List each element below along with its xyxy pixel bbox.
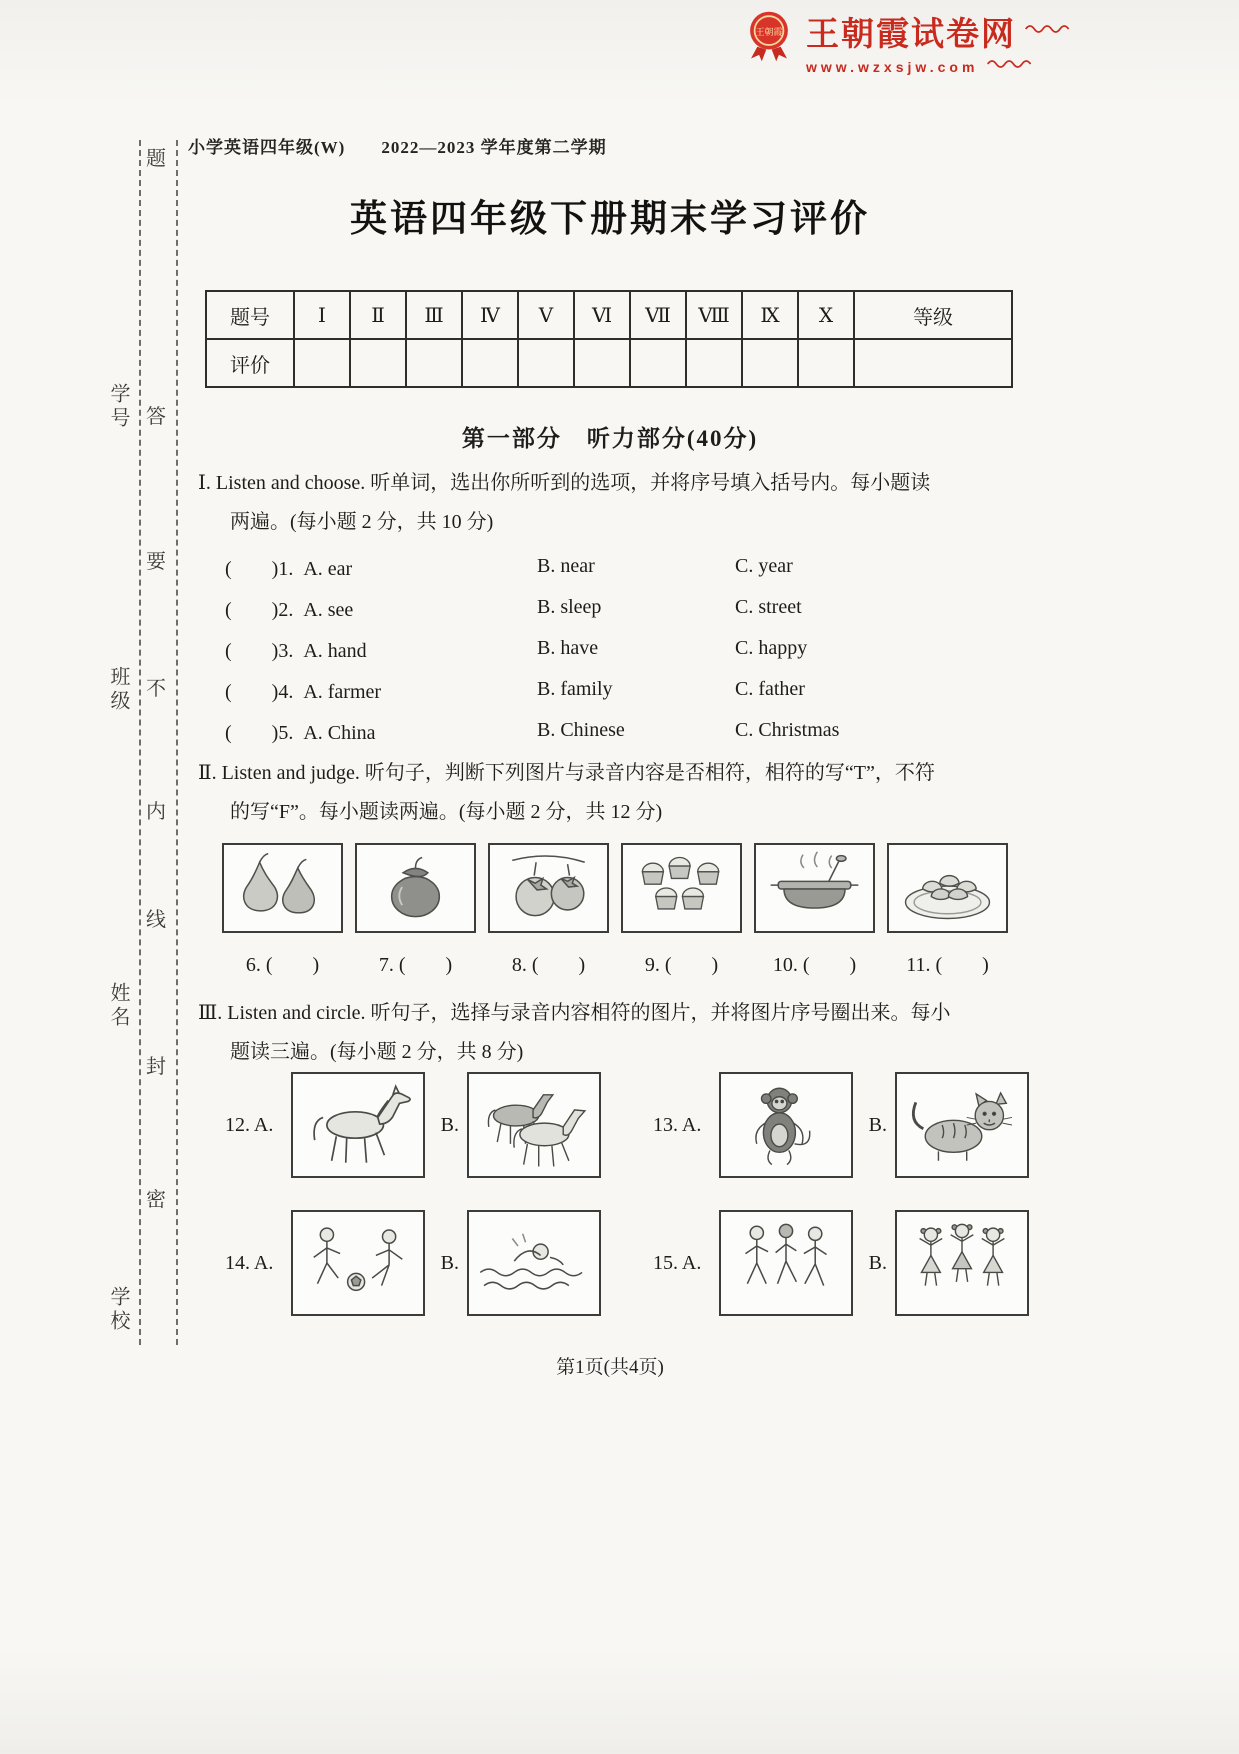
- option-b: B. have: [537, 637, 599, 659]
- bracket-number: ( )4.: [225, 681, 294, 703]
- score-empty-cell: [798, 339, 854, 387]
- section3-intro-line2: 题读三遍。(每小题 2 分，共 8 分): [230, 1041, 524, 1063]
- svg-text:王朝霞: 王朝霞: [755, 27, 783, 38]
- option-b-label: B.: [440, 1251, 459, 1274]
- brand-seal-icon: [742, 8, 796, 69]
- choice-row-5: [225, 710, 839, 751]
- option-b-label: B.: [440, 1113, 459, 1136]
- wave-lines-icon: [986, 57, 1034, 76]
- score-eval-label-cell: 评价: [206, 339, 294, 387]
- choice-row-4: [225, 669, 839, 710]
- answer-bracket-11: 11. ( ): [906, 954, 989, 976]
- bracket-number: ( )2.: [225, 599, 294, 621]
- option-a: A. hand: [303, 640, 367, 662]
- seal-phrase-char: 不: [146, 678, 168, 700]
- seal-phrase-char: 题: [146, 148, 168, 170]
- question-12-label: 12. A.: [225, 1113, 274, 1136]
- paper-title: 英语四年级下册期末学习评价: [350, 199, 870, 240]
- seal-dashed-line-right: [176, 140, 178, 1345]
- monkey-icon: [722, 1076, 850, 1174]
- score-header-cell: Ⅷ: [686, 291, 742, 339]
- score-header-cell: Ⅶ: [630, 291, 686, 339]
- score-header-cell: Ⅲ: [406, 291, 462, 339]
- tomatoes-icon: [491, 847, 606, 929]
- question-15-option-b-image: [895, 1210, 1029, 1316]
- score-empty-cell: [462, 339, 518, 387]
- dancing-girls-icon: [898, 1214, 1026, 1312]
- question-6-image: [222, 843, 343, 933]
- score-empty-cell: [406, 339, 462, 387]
- score-empty-cell: [574, 339, 630, 387]
- seal-phrase-char: 要: [146, 551, 168, 573]
- question-15-label: 15. A.: [653, 1251, 702, 1274]
- score-empty-cell: [630, 339, 686, 387]
- wave-lines-icon: [1024, 22, 1072, 41]
- option-c: C. year: [735, 555, 793, 577]
- seal-dashed-line-left: [139, 140, 141, 1345]
- option-c: C. father: [735, 678, 805, 700]
- soup-pot-icon: [757, 847, 872, 929]
- option-b: B. near: [537, 555, 595, 577]
- page-number: 第1页(共4页): [556, 1357, 664, 1378]
- choice-row-1: [225, 546, 839, 587]
- question-7-image: [355, 843, 476, 933]
- seal-phrase-char: 线: [146, 909, 168, 931]
- option-b: B. family: [537, 678, 613, 700]
- school-field-label: 学校: [107, 1286, 129, 1334]
- question-13-option-a-image: [719, 1072, 853, 1178]
- bracket-number: ( )1.: [225, 558, 294, 580]
- answer-bracket-8: 8. ( ): [511, 954, 586, 976]
- score-table: [205, 290, 1013, 388]
- section2-intro-line1: Ⅱ. Listen and judge. 听句子，判断下列图片与录音内容是否相符，相符的写“T”，不符: [198, 762, 935, 784]
- option-a: A. ear: [303, 558, 353, 580]
- seal-phrase-char: 内: [146, 801, 168, 823]
- score-empty-cell: [742, 339, 798, 387]
- listen-circle-row-2: [225, 1210, 1029, 1316]
- question-12-option-b-image: [467, 1072, 601, 1178]
- score-header-cell: 题号: [206, 291, 294, 339]
- question-15-option-a-image: [719, 1210, 853, 1316]
- section3-intro-line1: Ⅲ. Listen and circle. 听句子，选择与录音内容相符的图片，并将图片序号圈出来。每小: [198, 1002, 951, 1024]
- option-b-label: B.: [868, 1113, 887, 1136]
- question-8-image: [488, 843, 609, 933]
- option-b-label: B.: [868, 1251, 887, 1274]
- brand-name: 王朝霞试卷网: [806, 17, 1016, 53]
- score-header-cell: Ⅵ: [574, 291, 630, 339]
- eggplant-icon: [358, 847, 473, 929]
- football-kids-icon: [294, 1214, 422, 1312]
- option-a: A. see: [303, 599, 354, 621]
- listen-judge-images: [222, 843, 1008, 933]
- paper-meta-line: 小学英语四年级(W) 2022—2023 学年度第二学期: [188, 138, 607, 157]
- bracket-number: ( )5.: [225, 722, 294, 744]
- option-a: A. farmer: [303, 681, 382, 703]
- option-b: B. sleep: [537, 596, 602, 618]
- question-14-option-a-image: [291, 1210, 425, 1316]
- part1-heading: 第一部分 听力部分(40分): [461, 426, 759, 451]
- score-header-cell: 等级: [854, 291, 1012, 339]
- score-header-cell: Ⅰ: [294, 291, 350, 339]
- option-b: B. Chinese: [537, 719, 625, 741]
- name-field-label: 姓名: [107, 982, 129, 1030]
- option-c: C. happy: [735, 637, 808, 659]
- listen-choose-items: [225, 546, 839, 751]
- score-empty-cell: [350, 339, 406, 387]
- score-header-cell: Ⅴ: [518, 291, 574, 339]
- score-table-eval-row: [206, 339, 1012, 387]
- question-14-option-b-image: [467, 1210, 601, 1316]
- bracket-number: ( )3.: [225, 640, 294, 662]
- cat-icon: [898, 1076, 1026, 1174]
- choice-row-2: [225, 587, 839, 628]
- question-12-option-a-image: [291, 1072, 425, 1178]
- answer-bracket-10: 10. ( ): [772, 954, 857, 976]
- score-header-cell: Ⅳ: [462, 291, 518, 339]
- question-9-image: [621, 843, 742, 933]
- seal-phrase-char: 答: [146, 406, 168, 428]
- brand-url: www.wzxsjw.com: [806, 58, 979, 75]
- class-field-label: 班级: [107, 666, 129, 714]
- seal-phrase-char: 密: [146, 1189, 168, 1211]
- question-13-option-b-image: [895, 1072, 1029, 1178]
- student-number-field-label: 学号: [107, 383, 129, 431]
- section1-intro-line2: 两遍。(每小题 2 分，共 10 分): [230, 511, 494, 533]
- seal-phrase-char: 封: [146, 1056, 168, 1078]
- answer-bracket-7: 7. ( ): [378, 954, 453, 976]
- answer-bracket-9: 9. ( ): [644, 954, 719, 976]
- walking-people-icon: [722, 1214, 850, 1312]
- brand-logo: [742, 8, 1072, 76]
- pears-icon: [225, 847, 340, 929]
- answer-bracket-6: 6. ( ): [245, 954, 320, 976]
- score-header-cell: Ⅱ: [350, 291, 406, 339]
- dumplings-icon: [890, 847, 1005, 929]
- choice-row-3: [225, 628, 839, 669]
- question-10-image: [754, 843, 875, 933]
- score-empty-cell: [854, 339, 1012, 387]
- option-c: C. Christmas: [735, 719, 840, 741]
- horse-icon: [294, 1076, 422, 1174]
- listen-judge-answer-labels: [222, 948, 1008, 977]
- section2-intro-line2: 的写“F”。每小题读两遍。(每小题 2 分，共 12 分): [230, 801, 663, 823]
- score-table-header-row: [206, 291, 1012, 339]
- listen-circle-row-1: [225, 1072, 1029, 1178]
- question-14-label: 14. A.: [225, 1251, 274, 1274]
- section1-intro-line1: Ⅰ. Listen and choose. 听单词，选出你所听到的选项，并将序号填入括号内。每小题读: [198, 472, 931, 494]
- score-empty-cell: [294, 339, 350, 387]
- score-empty-cell: [518, 339, 574, 387]
- question-11-image: [887, 843, 1008, 933]
- score-header-cell: Ⅹ: [798, 291, 854, 339]
- horses-icon: [470, 1076, 598, 1174]
- cupcakes-icon: [624, 847, 739, 929]
- swimming-icon: [470, 1214, 598, 1312]
- question-13-label: 13. A.: [653, 1113, 702, 1136]
- option-c: C. street: [735, 596, 802, 618]
- score-header-cell: Ⅸ: [742, 291, 798, 339]
- score-empty-cell: [686, 339, 742, 387]
- option-a: A. China: [303, 722, 376, 744]
